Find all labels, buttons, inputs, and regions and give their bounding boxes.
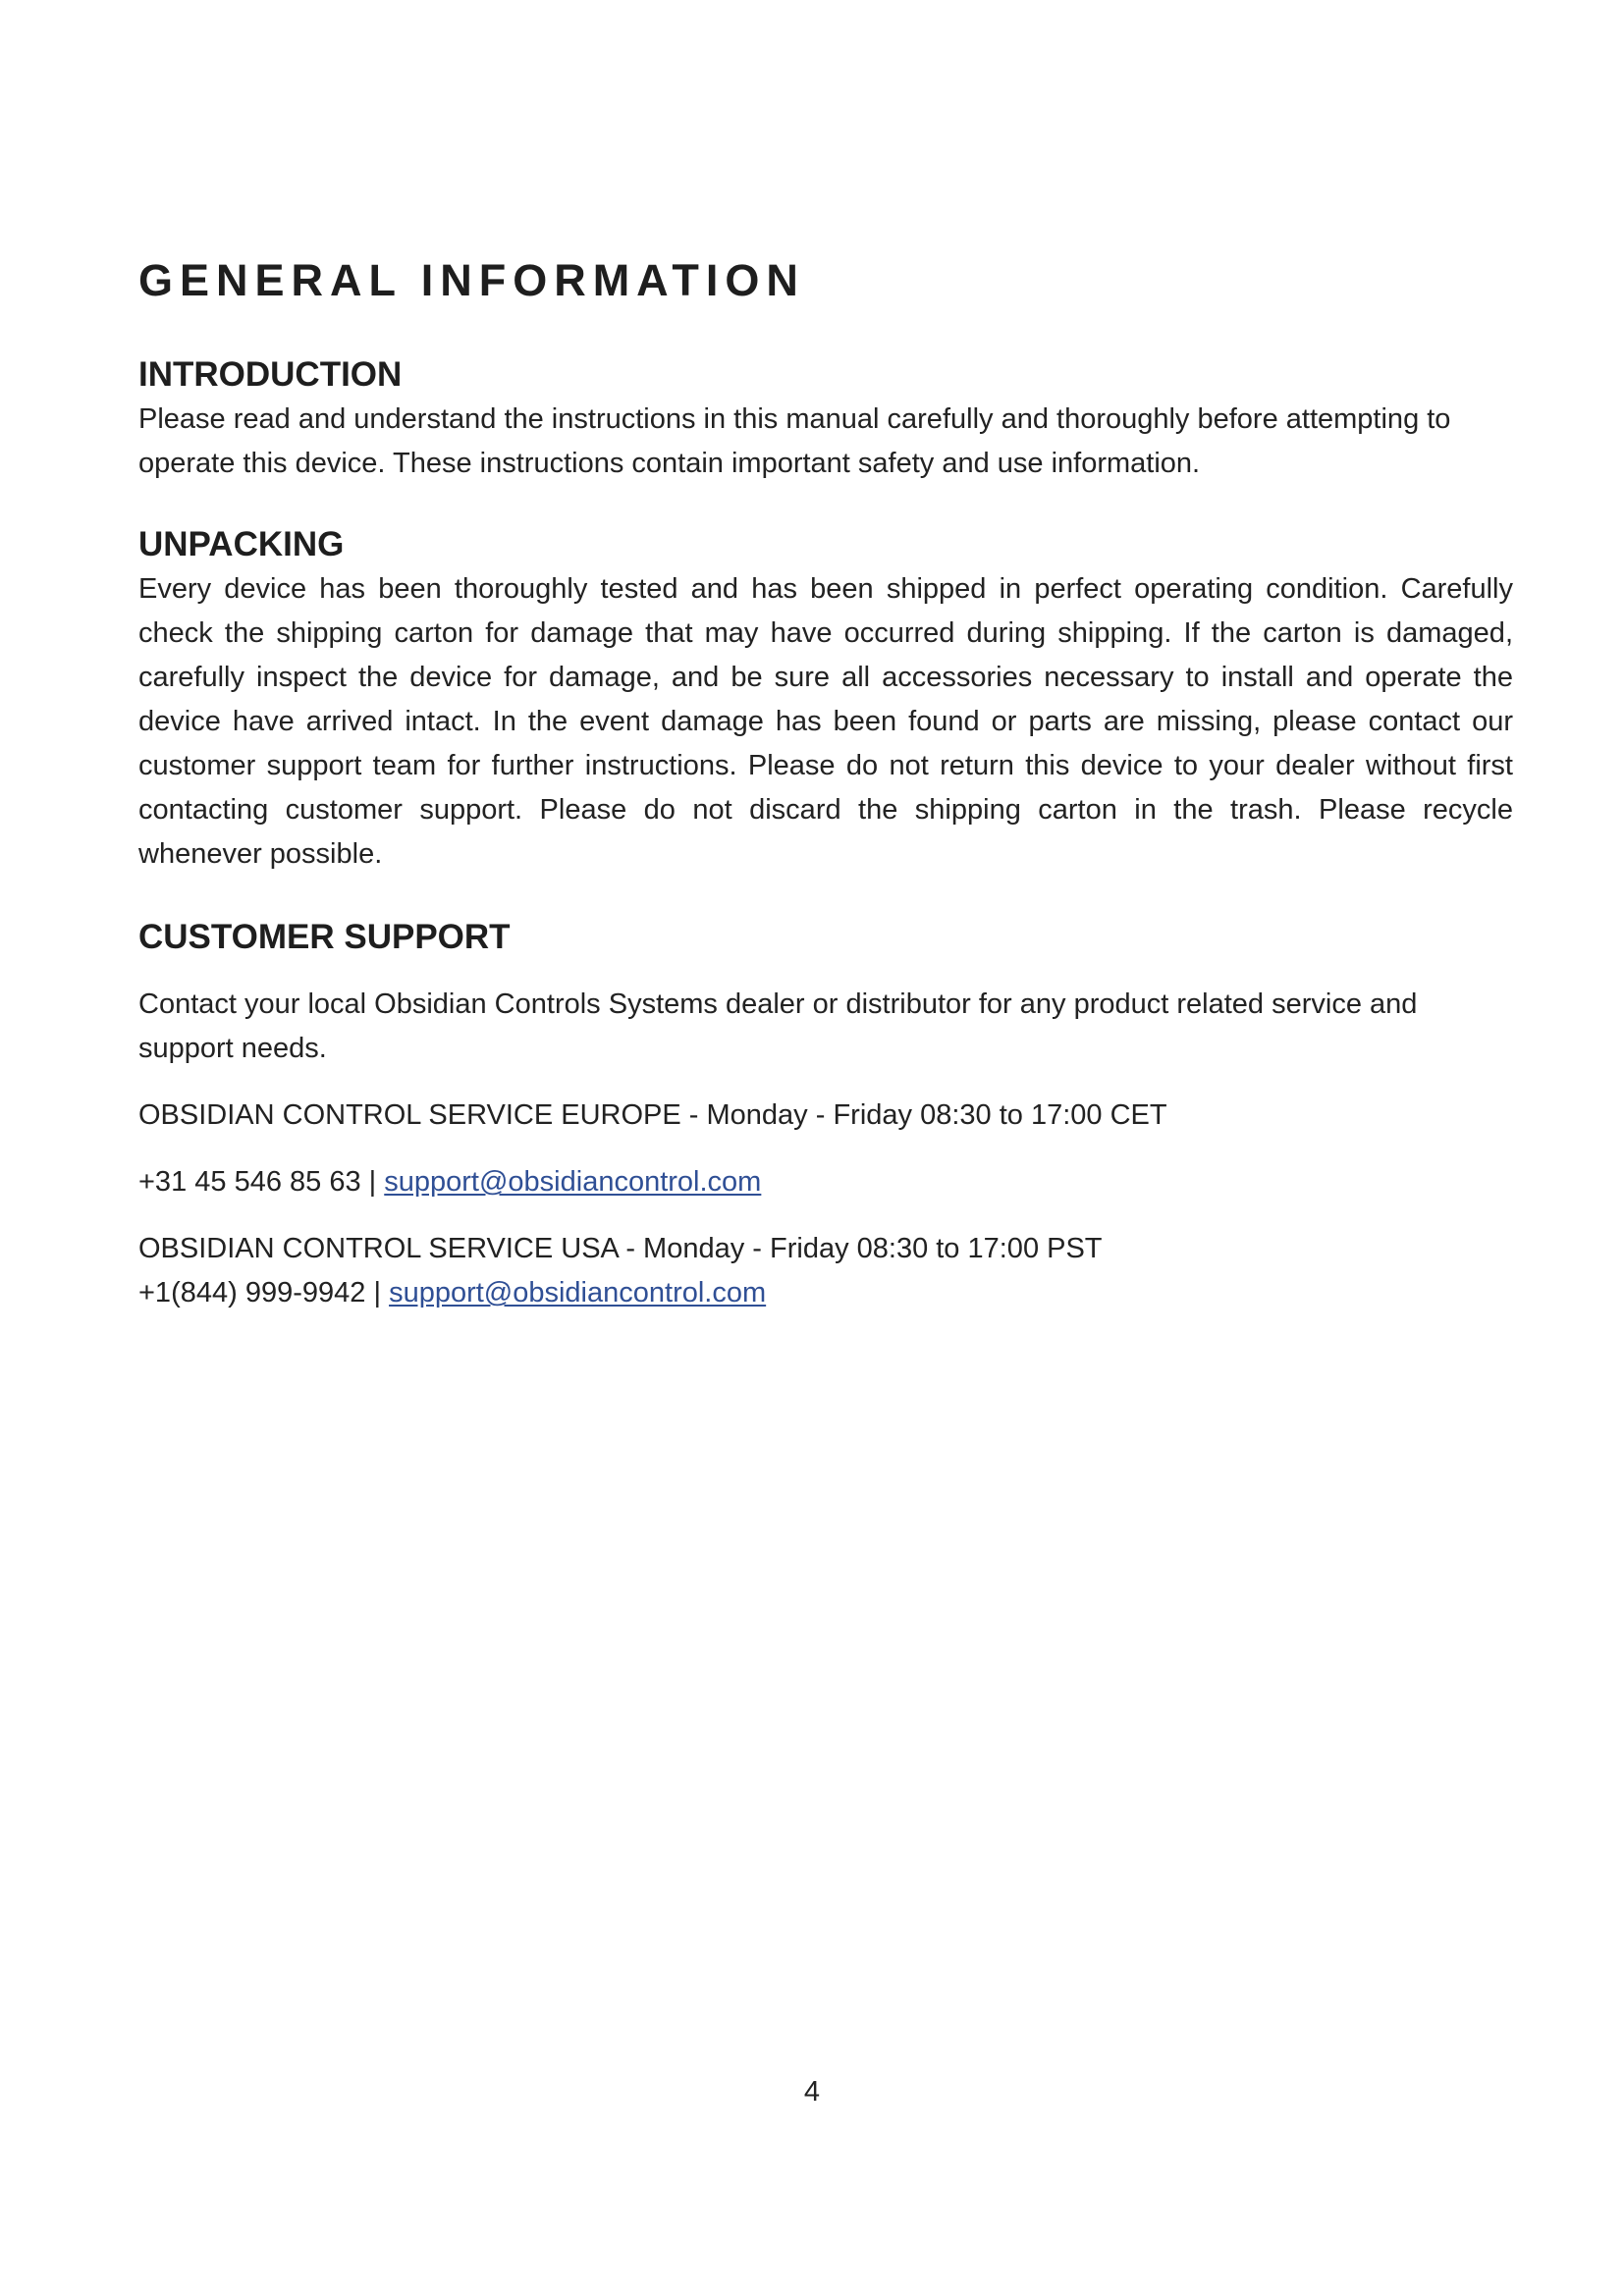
europe-service-hours: OBSIDIAN CONTROL SERVICE EUROPE - Monday - Friday 08:30 to 17:00 CET [138, 1099, 1167, 1131]
separator: | [373, 1277, 381, 1308]
separator: | [368, 1166, 377, 1198]
customer-support-heading: CUSTOMER SUPPORT [138, 918, 511, 956]
usa-email-link[interactable]: support@obsidiancontrol.com [389, 1277, 767, 1308]
introduction-paragraph: Please read and understand the instructions in this manual carefully and thoroughly before attempting to operate this device. These instructions contain important safety and use information. [138, 403, 1451, 479]
customer-support-paragraph: Contact your local Obsidian Controls Systems dealer or distributor for any product related service and support needs. [138, 988, 1418, 1064]
unpacking-heading: UNPACKING [138, 525, 345, 563]
usa-service-hours: OBSIDIAN CONTROL SERVICE USA - Monday - Friday 08:30 to 17:00 PST [138, 1233, 1103, 1264]
unpacking-paragraph: Every device has been thoroughly tested and has been shipped in perfect operating condition. Carefully check the shipping carton for damage that may have occurred during shipping. If the carton is damaged, carefully inspect the device for damage, and be sure all accessories necessary to install and operate the device have arrived intact. In the event damage has been found or parts are missing, please contact our customer support team for further instructions. Please do not return this device to your dealer without first contacting customer support. Please do not discard the shipping carton in the trash. Please recycle whenever possible. [138, 573, 1513, 870]
europe-contact-line [138, 1160, 1513, 1204]
page-content [138, 253, 1513, 1315]
europe-phone: +31 45 546 85 63 [138, 1166, 361, 1198]
unpacking-section [138, 523, 1513, 877]
usa-phone: +1(844) 999-9942 [138, 1277, 366, 1308]
usa-contact-line [138, 1271, 1513, 1315]
page-title: GENERAL INFORMATION [138, 255, 805, 305]
introduction-section [138, 353, 1513, 486]
customer-support-section [138, 916, 1513, 1315]
page-number: 4 [803, 2076, 821, 2108]
introduction-heading: INTRODUCTION [138, 355, 403, 394]
europe-email-link[interactable]: support@obsidiancontrol.com [384, 1166, 762, 1198]
